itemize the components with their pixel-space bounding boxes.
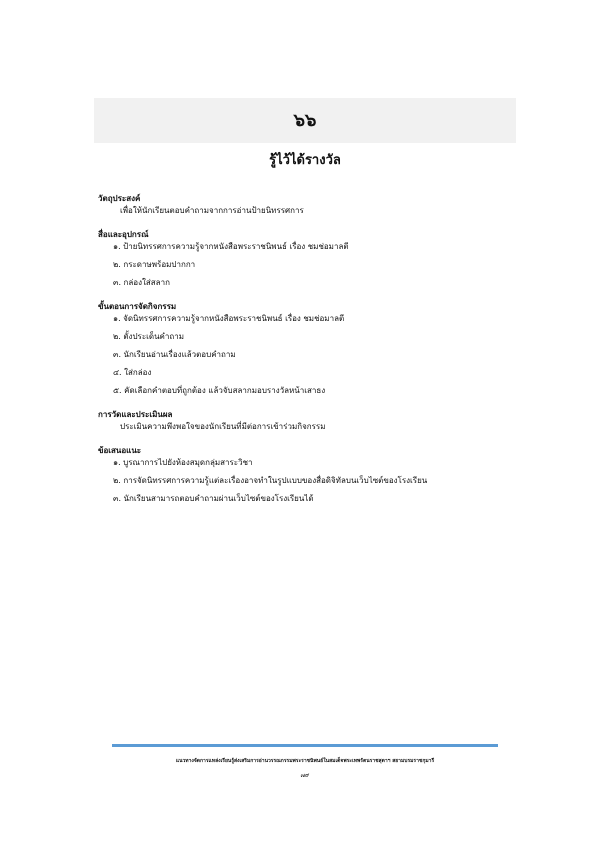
list-item: ๓. นักเรียนอ่านเรื่องแล้วตอบคำถาม — [113, 350, 236, 359]
page-number: ๗๙ — [300, 772, 310, 779]
chapter-number: ๖๖ — [293, 110, 317, 131]
procedure-heading: ขั้นตอนการจัดกิจกรรม — [98, 301, 177, 311]
page-title: รู้ไว้ได้รางวัล — [269, 153, 341, 168]
evaluation-text: ประเมินความพึงพอใจของนักเรียนที่มีต่อการเข้าร่วมกิจกรรม — [120, 422, 326, 431]
footer-divider — [112, 744, 498, 747]
materials-heading: สื่อและอุปกรณ์ — [98, 229, 149, 239]
objective-section — [98, 192, 518, 223]
objective-heading: วัตถุประสงค์ — [98, 193, 141, 203]
document-body — [98, 192, 518, 516]
list-item: ๔. ใส่กล่อง — [113, 368, 152, 377]
suggestions-section — [98, 444, 518, 511]
suggestions-heading: ข้อเสนอแนะ — [98, 445, 142, 455]
footer-caption: แนวทางจัดการแหล่งเรียนรู้ส่งเสริมการอ่านวรรณกรรมพระราชนิพนธ์ในสมเด็จพระเทพรัตนราชสุดาฯ สยามบรมราชกุมารี — [175, 758, 435, 764]
list-item: ๓. นักเรียนสามารถตอบคำถามผ่านเว็บไซต์ของโรงเรียนได้ — [113, 494, 314, 503]
list-item: ๒. กระดาษพร้อมปากกา — [113, 260, 196, 269]
chapter-number-banner — [94, 98, 516, 143]
materials-section — [98, 228, 518, 295]
objective-text: เพื่อให้นักเรียนตอบคำถามจากการอ่านป้ายนิทรรศการ — [120, 206, 304, 215]
list-item: ๑. จัดนิทรรศการความรู้จากหนังสือพระราชนิพนธ์ เรื่อง ชมช่อมาลตี — [113, 314, 345, 323]
list-item: ๒. ตั้งประเด็นคำถาม — [113, 332, 184, 341]
list-item: ๑. บูรณาการไปยังห้องสมุดกลุ่มสาระวิชา — [113, 458, 253, 467]
evaluation-section — [98, 408, 518, 439]
procedure-section — [98, 300, 518, 403]
list-item: ๕. คัดเลือกคำตอบที่ถูกต้อง แล้วจับสลากมอบรางวัลหน้าเสาธง — [113, 386, 326, 395]
list-item: ๑. ป้ายนิทรรศการความรู้จากหนังสือพระราชนิพนธ์ เรื่อง ชมช่อมาลตี — [113, 242, 349, 251]
list-item: ๓. กล่องใส่สลาก — [113, 278, 170, 287]
evaluation-heading: การวัดและประเมินผล — [98, 409, 173, 419]
list-item: ๒. การจัดนิทรรศการความรู้แต่ละเรื่องอาจทำในรูปแบบของสื่อดิจิทัลบนเว็บไซต์ของโรงเรียน — [113, 476, 428, 485]
